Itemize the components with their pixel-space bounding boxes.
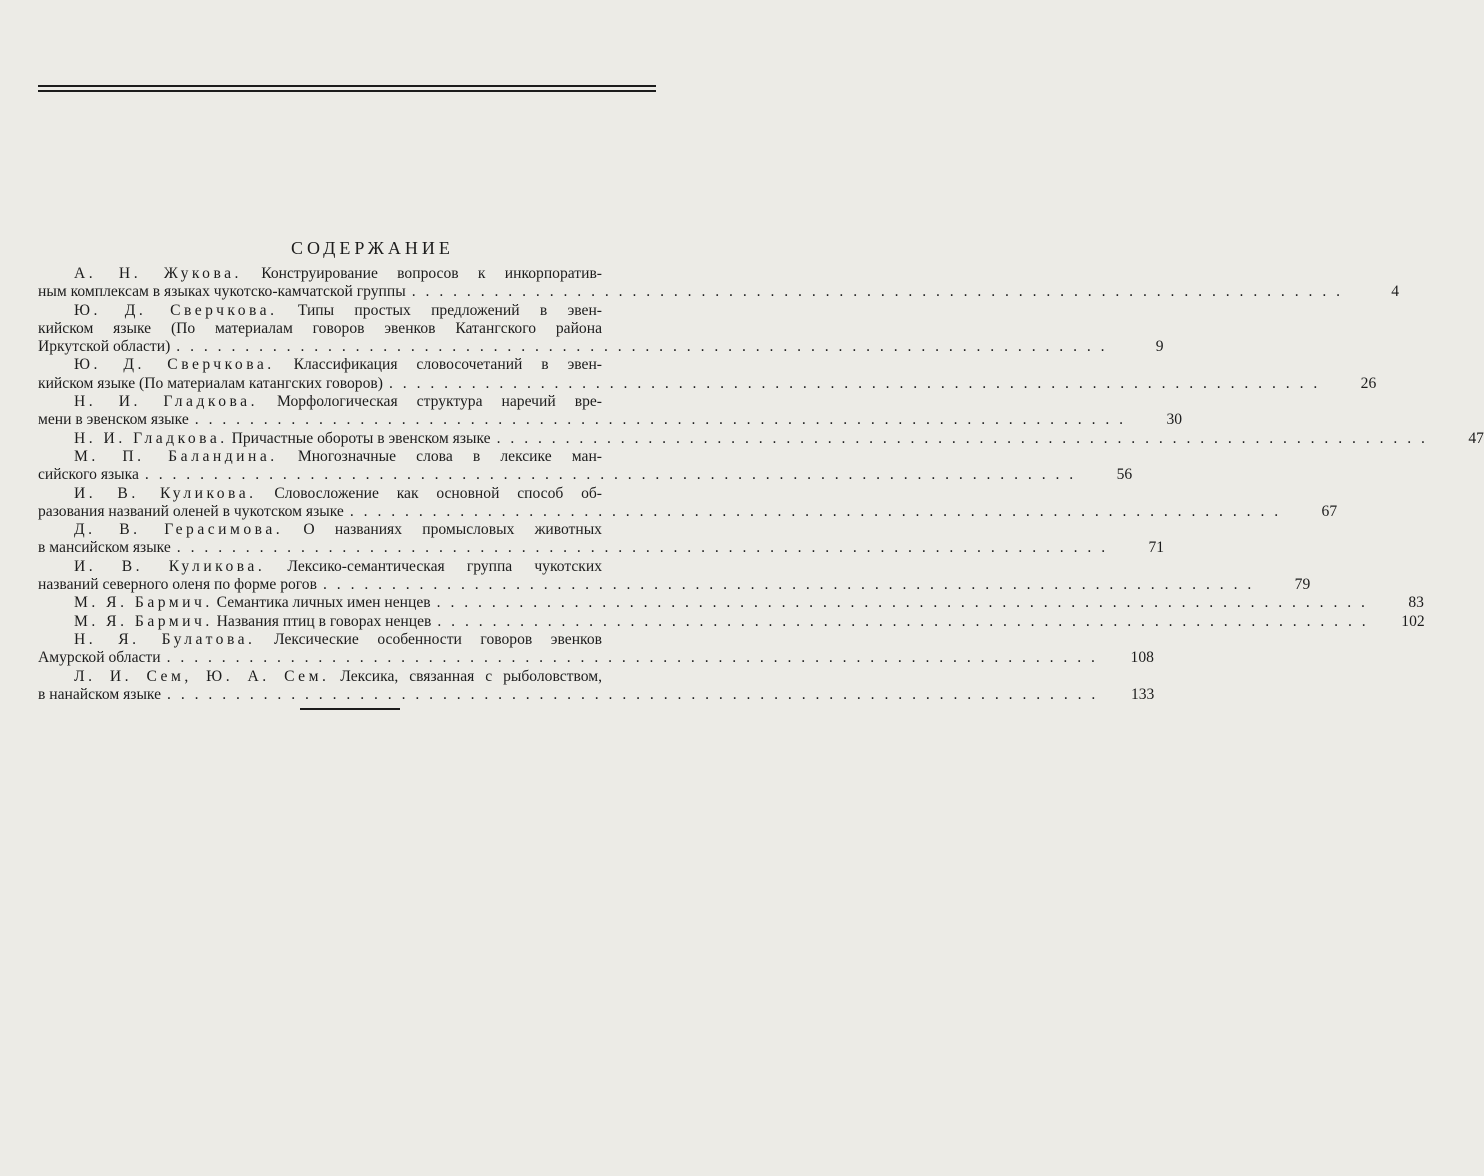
- toc-line: [38, 668, 658, 686]
- toc-text: Классификация словосочетаний в эвен-: [293, 356, 602, 374]
- toc-leader-dots: [189, 411, 1126, 429]
- toc-text: Типы простых предложений в эвен-: [297, 301, 602, 319]
- toc-page-number: [602, 558, 658, 576]
- toc-leader-dots: [161, 649, 1098, 667]
- toc-text: Конструирование вопросов к инкорпоратив-: [261, 265, 602, 282]
- toc-line: [38, 393, 658, 411]
- toc-text: кийском языке (По материалам катангских говоров): [38, 374, 383, 392]
- toc-page-number: [602, 302, 658, 320]
- toc-entry: [38, 594, 1424, 612]
- toc-leader-dots: [383, 375, 1320, 393]
- toc-line: [38, 429, 1484, 448]
- toc-line: [38, 356, 658, 374]
- toc-entry: [38, 356, 1377, 393]
- top-rule: [38, 85, 656, 87]
- toc-leader-dots: [139, 466, 1076, 484]
- toc-leader-dots: [344, 503, 1281, 521]
- toc-text: Морфологическая структура наречий вре-: [277, 393, 602, 411]
- toc-leader-dots: [431, 594, 1368, 612]
- toc-author: А. Н. Жукова.: [74, 265, 242, 282]
- toc-entry: [38, 557, 1311, 595]
- toc-page-number: [602, 265, 658, 283]
- toc-page-number: 83: [1408, 594, 1424, 612]
- toc-page-number: 4: [1391, 283, 1400, 301]
- toc-entry: [38, 521, 1165, 558]
- toc-leader-dots: [161, 686, 1098, 704]
- toc-line: [38, 502, 1338, 521]
- toc-author: Н. Я. Булатова.: [74, 630, 256, 648]
- toc-page-number: [602, 320, 658, 338]
- toc-author: М. Я. Бармич.: [74, 612, 213, 630]
- bottom-rule: [300, 708, 400, 710]
- toc-page-number: [602, 668, 658, 686]
- toc-page-number: 71: [1148, 539, 1165, 557]
- toc-page-number: 108: [1130, 649, 1154, 667]
- toc-page-number: 79: [1294, 576, 1311, 594]
- toc-text: Иркутской области): [38, 338, 171, 356]
- toc-line: [38, 612, 1425, 631]
- toc-page-number: 30: [1166, 411, 1183, 429]
- toc-text: Семантика личных имен ненцев: [216, 594, 431, 612]
- toc-text: в мансийском языке: [38, 539, 171, 557]
- toc-line: [38, 485, 658, 503]
- toc-line: [38, 576, 1311, 594]
- toc-author: И. В. Куликова.: [74, 484, 257, 502]
- toc-page-number: [602, 631, 658, 649]
- toc-page-number: [602, 448, 658, 466]
- toc-line: [38, 320, 658, 338]
- toc-text: названий северного оленя по форме рогов: [38, 576, 317, 594]
- toc-line: [38, 265, 658, 283]
- toc-entry: [38, 612, 1425, 631]
- toc-page-number: [602, 356, 658, 374]
- toc-entry: [38, 265, 1400, 302]
- toc-author: Н. И. Гладкова.: [74, 393, 258, 411]
- toc-text: разования названий оленей в чукотском языке: [38, 502, 344, 520]
- toc-leader-dots: [431, 613, 1368, 631]
- toc-entry: [38, 447, 1133, 485]
- toc-leader-dots: [170, 338, 1107, 356]
- toc-line: [38, 283, 1400, 301]
- toc-leader-dots: [171, 539, 1108, 557]
- toc-line: [38, 374, 1377, 393]
- toc-line: [38, 338, 1164, 356]
- toc-entry: [38, 301, 1164, 357]
- toc-line: [38, 685, 1155, 704]
- toc-text: Лексика, связанная с рыболовством,: [340, 667, 602, 685]
- toc-line: [38, 539, 1165, 557]
- toc-page-number: 133: [1130, 685, 1155, 703]
- toc-leader-dots: [406, 283, 1343, 301]
- toc-text: Лексико-семантическая группа чукотских: [287, 557, 602, 575]
- toc-leader-dots: [317, 576, 1254, 594]
- toc-page-number: [602, 521, 658, 539]
- toc-text: сийского языка: [38, 466, 139, 484]
- toc-text: Многозначные слова в лексике ман-: [297, 447, 602, 465]
- table-of-contents: [38, 265, 1484, 704]
- toc-line: [38, 302, 658, 320]
- toc-author: Ю. Д. Сверчкова.: [74, 301, 278, 319]
- toc-page-number: 102: [1401, 612, 1425, 630]
- page-title: СОДЕРЖАНИЕ: [291, 238, 454, 258]
- toc-line: [38, 558, 658, 576]
- toc-text: Названия птиц в говорах ненцев: [216, 612, 432, 630]
- toc-line: [38, 649, 1154, 667]
- toc-line: [38, 631, 658, 649]
- toc-entry: [38, 393, 1183, 430]
- toc-author: М. Я. Бармич.: [74, 594, 213, 612]
- toc-entry: [38, 429, 1484, 448]
- toc-page-number: 9: [1155, 338, 1164, 356]
- toc-line: [38, 448, 658, 466]
- toc-author: Л. И. Сем, Ю. А. Сем.: [74, 667, 330, 685]
- toc-text: кийском языке (По материалам говоров эвенков Катангского района: [38, 319, 602, 337]
- toc-page-number: 56: [1116, 466, 1133, 484]
- toc-author: Д. В. Герасимова.: [74, 521, 284, 539]
- toc-text: Словосложение как основной способ об-: [274, 484, 602, 502]
- toc-text: О названиях промысловых животных: [303, 521, 602, 539]
- toc-text: ным комплексам в языках чукотско-камчатской группы: [38, 283, 406, 301]
- toc-line: [38, 521, 658, 539]
- toc-line: [38, 411, 1183, 429]
- toc-text: в нанайском языке: [38, 685, 162, 703]
- toc-entry: [38, 667, 1155, 705]
- toc-page-number: [602, 393, 658, 411]
- toc-line: [38, 594, 1424, 612]
- toc-page-number: 67: [1321, 502, 1338, 520]
- toc-author: Н. И. Гладкова.: [74, 429, 228, 447]
- toc-text: Амурской области: [38, 649, 161, 667]
- toc-author: М. П. Баландина.: [74, 447, 278, 465]
- toc-author: Ю. Д. Сверчкова.: [74, 356, 275, 374]
- toc-page-number: [602, 485, 658, 503]
- toc-text: мени в эвенском языке: [38, 411, 189, 429]
- toc-line: [38, 466, 1133, 484]
- toc-leader-dots: [491, 430, 1428, 448]
- toc-page-number: 26: [1360, 374, 1377, 392]
- toc-entry: [38, 630, 1154, 668]
- toc-author: И. В. Куликова.: [74, 557, 266, 575]
- toc-text: Лексические особенности говоров эвенков: [274, 630, 602, 648]
- toc-text: Причастные обороты в эвенском языке: [231, 429, 491, 447]
- toc-entry: [38, 484, 1338, 522]
- top-rule-inner: [38, 90, 656, 92]
- toc-page-number: 47: [1468, 429, 1484, 447]
